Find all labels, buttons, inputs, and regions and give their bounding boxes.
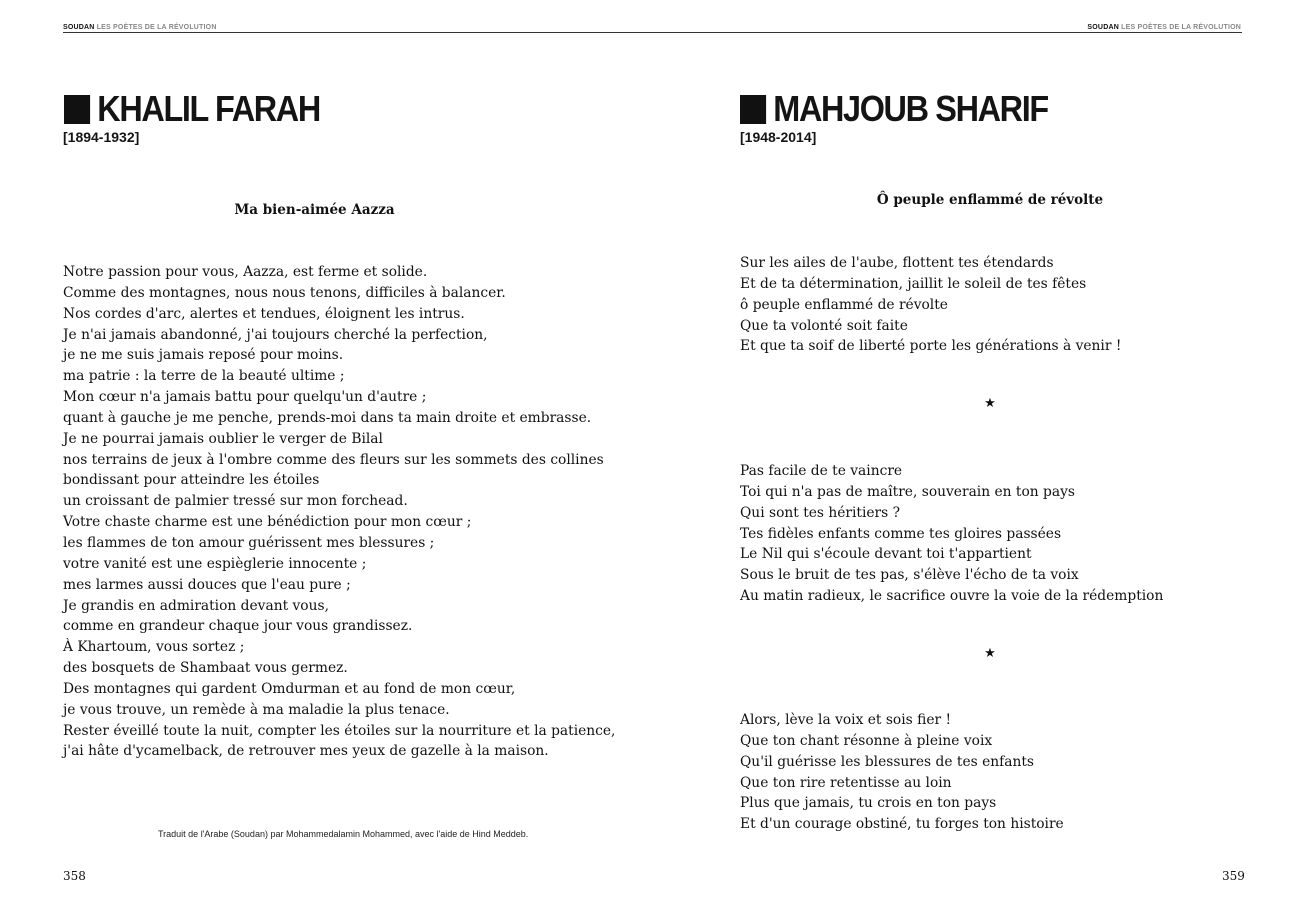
running-head-section: LES POÈTES DE LA RÉVOLUTION xyxy=(1121,24,1241,31)
poem-line: ô peuple enflammé de révolte xyxy=(740,296,948,313)
poem-line: Votre chaste charme est une bénédiction pour mon cœur ; xyxy=(63,514,472,531)
poem-line: Mon cœur n'a jamais battu pour quelqu'un d'autre ; xyxy=(63,389,427,406)
star-separator-icon: ★ xyxy=(984,646,996,661)
page-number: 359 xyxy=(1222,869,1245,883)
poem-line: Tes fidèles enfants comme tes gloires passées xyxy=(740,525,1062,542)
running-head xyxy=(63,24,217,31)
poem-line: un croissant de palmier tressé sur mon forchead. xyxy=(63,493,408,510)
poem-line: Toi qui n'a pas de maître, souverain en ton pays xyxy=(740,483,1075,500)
poem-line: Des montagnes qui gardent Omdurman et au fond de mon cœur, xyxy=(63,680,516,697)
translation-credit: Traduit de l'Arabe (Soudan) par Mohammedalamin Mohammed, avec l'aide de Hind Meddeb. xyxy=(158,829,529,839)
poet-name-heading xyxy=(64,88,320,130)
poet-name-text: KHALIL FARAH xyxy=(97,88,320,129)
poem-line: À Khartoum, vous sortez ; xyxy=(63,639,245,656)
poem-line: Pas facile de te vaincre xyxy=(740,463,903,479)
poem-line: des bosquets de Shambaat vous germez. xyxy=(63,660,348,677)
running-head-brand: SOUDAN xyxy=(63,24,95,31)
poem-line: Et que ta soif de liberté porte les générations à venir ! xyxy=(740,338,1122,355)
running-head xyxy=(1087,24,1241,31)
poet-dates: [1948-2014] xyxy=(740,129,817,145)
poem-line: je ne me suis jamais reposé pour moins. xyxy=(63,347,344,364)
poem-line: Sur les ailes de l'aube, flottent tes étendards xyxy=(740,255,1054,271)
poem-line: j'ai hâte d'ycamelback, de retrouver mes yeux de gazelle à la maison. xyxy=(63,743,549,760)
poem-line: Alors, lève la voix et sois fier ! xyxy=(740,712,952,728)
poem-line: Rester éveillé toute la nuit, compter les étoiles sur la nourriture et la patience, xyxy=(63,722,616,739)
right-page xyxy=(652,0,1304,913)
poem-line: les flammes de ton amour guérissent mes blessures ; xyxy=(63,534,435,551)
poet-dates: [1894-1932] xyxy=(63,129,140,145)
poem-line: Notre passion pour vous, Aazza, est ferme et solide. xyxy=(63,264,428,280)
poem-line: Plus que jamais, tu crois en ton pays xyxy=(740,795,997,812)
star-separator-icon: ★ xyxy=(984,396,996,411)
poet-name-heading xyxy=(740,88,1048,130)
square-bullet-icon xyxy=(740,95,766,124)
poem-line: Sous le bruit de tes pas, s'élève l'écho de ta voix xyxy=(740,567,1079,584)
poem-line: je vous trouve, un remède à ma maladie la plus tenace. xyxy=(63,701,450,718)
poem-body xyxy=(63,262,615,762)
poem-title: Ma bien-aimée Aazza xyxy=(234,202,395,218)
left-page xyxy=(0,0,652,913)
poem-line: quant à gauche je me penche, prends-moi dans ta main droite et embrasse. xyxy=(63,409,592,426)
poem-line: Qui sont tes héritiers ? xyxy=(740,504,901,521)
header-rule xyxy=(652,32,1242,33)
poem-line: Et de ta détermination, jaillit le soleil de tes fêtes xyxy=(740,275,1087,292)
poem-line: ma patrie : la terre de la beauté ultime ; xyxy=(63,368,345,385)
poem-line: mes larmes aussi douces que l'eau pure ; xyxy=(63,576,351,593)
poem-line: Je grandis en admiration devant vous, xyxy=(63,597,329,614)
poem-line: votre vanité est une espièglerie innocente ; xyxy=(63,555,367,572)
poem-line: Comme des montagnes, nous nous tenons, difficiles à balancer. xyxy=(63,284,506,301)
stanza-2 xyxy=(740,461,1163,607)
poem-line: Nos cordes d'arc, alertes et tendues, éloignent les intrus. xyxy=(63,305,465,322)
running-head-brand: SOUDAN xyxy=(1087,24,1119,31)
page-number: 358 xyxy=(63,869,86,883)
poem-line: comme en grandeur chaque jour vous grandissez. xyxy=(63,618,413,635)
header-rule xyxy=(63,32,652,33)
running-head-section: LES POÈTES DE LA RÉVOLUTION xyxy=(96,24,217,31)
poem-line: Le Nil qui s'écoule devant toi t'appartient xyxy=(740,546,1032,563)
poem-line: bondissant pour atteindre les étoiles xyxy=(63,472,320,489)
poem-line: Que ton chant résonne à pleine voix xyxy=(740,732,993,749)
poem-line: Qu'il guérisse les blessures de tes enfants xyxy=(740,753,1034,770)
square-bullet-icon xyxy=(64,95,90,124)
stanza-3 xyxy=(740,710,1064,835)
poem-line: Je ne pourrai jamais oublier le verger de Bilal xyxy=(63,430,383,447)
poem-line: Je n'ai jamais abandonné, j'ai toujours cherché la perfection, xyxy=(63,326,488,343)
stanza-1 xyxy=(740,253,1121,357)
poem-line: nos terrains de jeux à l'ombre comme des fleurs sur les sommets des collines xyxy=(63,451,604,468)
poem-line: Que ton rire retentisse au loin xyxy=(740,774,952,791)
poem-line: Que ta volonté soit faite xyxy=(740,317,908,334)
poem-line: Au matin radieux, le sacrifice ouvre la voie de la rédemption xyxy=(740,588,1164,605)
poem-title: Ô peuple enflammé de révolte xyxy=(876,192,1104,208)
poem-line: Et d'un courage obstiné, tu forges ton histoire xyxy=(740,816,1064,833)
poet-name-text: MAHJOUB SHARIF xyxy=(773,88,1048,129)
